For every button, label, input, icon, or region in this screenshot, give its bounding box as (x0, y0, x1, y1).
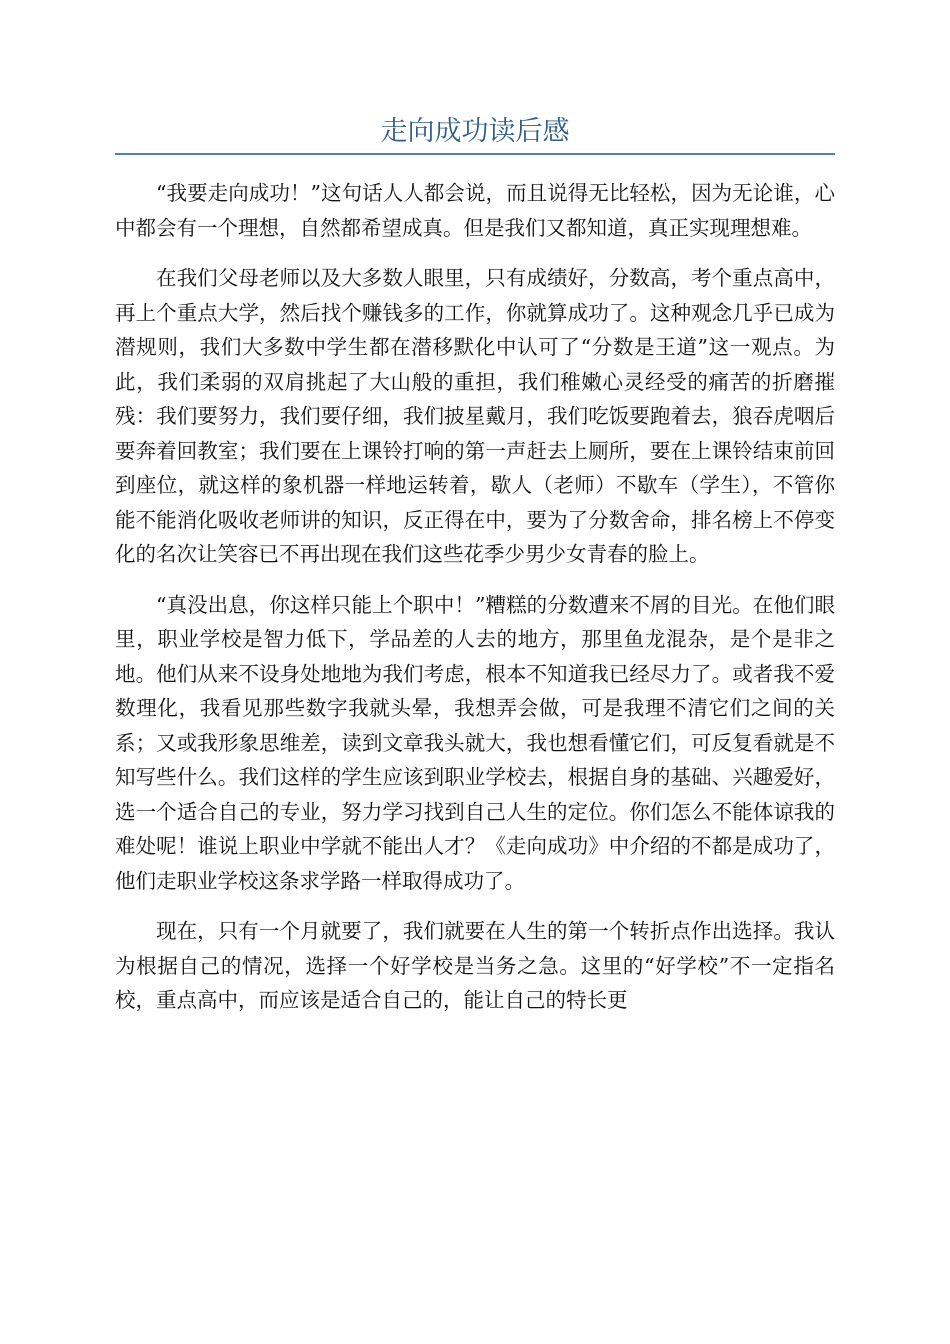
document-body (115, 176, 835, 1034)
document-title: 走向成功读后感 (380, 116, 570, 147)
paragraph-2: 在我们父母老师以及大多数人眼里，只有成绩好，分数高，考个重点高中，再上个重点大学，然后找个赚钱多的工作，你就算成功了。这种观念几乎已成为潜规则，我们大多数中学生都在潜移默化中认可了“分数是王道”这一观点。为此，我们柔弱的双肩挑起了大山般的重担，我们稚嫩心灵经受的痛苦的折磨摧残：我们要努力，我们要仔细，我们披星戴月，我们吃饭要跑着去，狼吞虎咽后要奔着回教室；我们要在上课铃打响的第一声赶去上厕所，要在上课铃结束前回到座位，就这样的象机器一样地运转着，歇人（老师）不歇车（学生），不管你能不能消化吸收老师讲的知识，反正得在中，要为了分数舍命，排名榜上不停变化的名次让笑容已不再出现在我们这些花季少男少女青春的脸上。 (115, 266, 835, 566)
paragraph-1: “我要走向成功！”这句话人人都会说，而且说得无比轻松，因为无论谁，心中都会有一个理想，自然都希望成真。但是我们又都知道，真正实现理想难。 (115, 181, 835, 240)
paragraph-4: 现在，只有一个月就要了，我们就要在人生的第一个转折点作出选择。我认为根据自己的情况，选择一个好学校是当务之急。这里的“好学校”不一定指名校，重点高中，而应该是适合自己的，能让自己的特长更 (115, 919, 835, 1012)
title-underline (115, 153, 835, 155)
paragraph-3: “真没出息，你这样只能上个职中！”糟糕的分数遭来不屑的目光。在他们眼里，职业学校是智力低下，学品差的人去的地方，那里鱼龙混杂，是个是非之地。他们从来不设身处地地为我们考虑，根本不知道我已经尽力了。或者我不爱数理化，我看见那些数字我就头晕，我想弄会做，可是我理不清它们之间的关系；又或我形象思维差，读到文章我头就大，我也想看懂它们，可反复看就是不知写些什么。我们这样的学生应该到职业学校去，根据自身的基础、兴趣爱好，选一个适合自己的专业，努力学习找到自己人生的定位。你们怎么不能体谅我的难处呢！谁说上职业中学就不能出人才？《走向成功》中介绍的不都是成功了，他们走职业学校这条求学路一样取得成功了。 (115, 592, 835, 893)
